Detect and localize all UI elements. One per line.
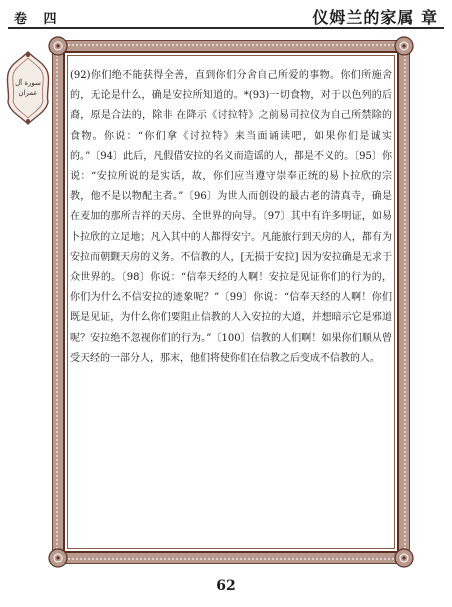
- page-header: [0, 0, 452, 30]
- corner-ornament-top-left: [47, 35, 69, 57]
- scripture-text: (92)你们绝不能获得全善，直到你们分舍自己所爱的事物。你们所施舍的，无论是什么，确是安拉所知道的。*(93)一切食物，对于以色列的后裔，原是合法的，除非 在降示《讨拉特》之前易司拉仪为自己所禁除的食物。你说：“你们拿《讨拉特》来当面诵读吧，如果你们是诚实的。”〔94〕此后，凡假借安拉的名义而造谣的人，都是不义的。〔95〕你说：“安拉所说的是实话，故，你们应当遵守崇奉正统的易卜拉欣的宗教，他不是以物配主者。”〔96〕为世人而创设的最古老的清真寺，确是在麦加的那所吉祥的天房、全世界的向导。〔97〕其中有许多明证，如易卜拉欣的立足地；凡入其中的人都得安宁。凡能旅行到天房的人，都有为安拉而朝觐天房的义务。不信教的人，[无损于安拉] 因为安拉确是无求于众世界的。〔98〕你说：“信奉天经的人啊！安拉是见证你们的行为的，你们为什么不信安拉的迹象呢？”〔99〕你说：“信奉天经的人啊！你们既是见证，为什么你们要阻止信教的人入安拉的大道，并想暗示它是邪道呢？安拉绝不忽视你们的行为。”〔100〕信教的人们啊！如果你们顺从曾受天经的一部分人，那末，他们将使你们在信教之后变成不信教的人。: [70, 70, 392, 364]
- header-rule: [8, 27, 444, 29]
- corner-ornament-bottom-left: [47, 547, 69, 569]
- chapter-title: 仪姆兰的家属 章: [312, 8, 438, 27]
- corner-ornament-bottom-right: [393, 547, 415, 569]
- corner-ornament-top-right: [393, 35, 415, 57]
- volume-label: 卷 四: [14, 12, 63, 27]
- surah-name: سورة آل عمران: [15, 79, 41, 97]
- page-number: 62: [216, 578, 236, 594]
- surah-medallion: [6, 50, 50, 126]
